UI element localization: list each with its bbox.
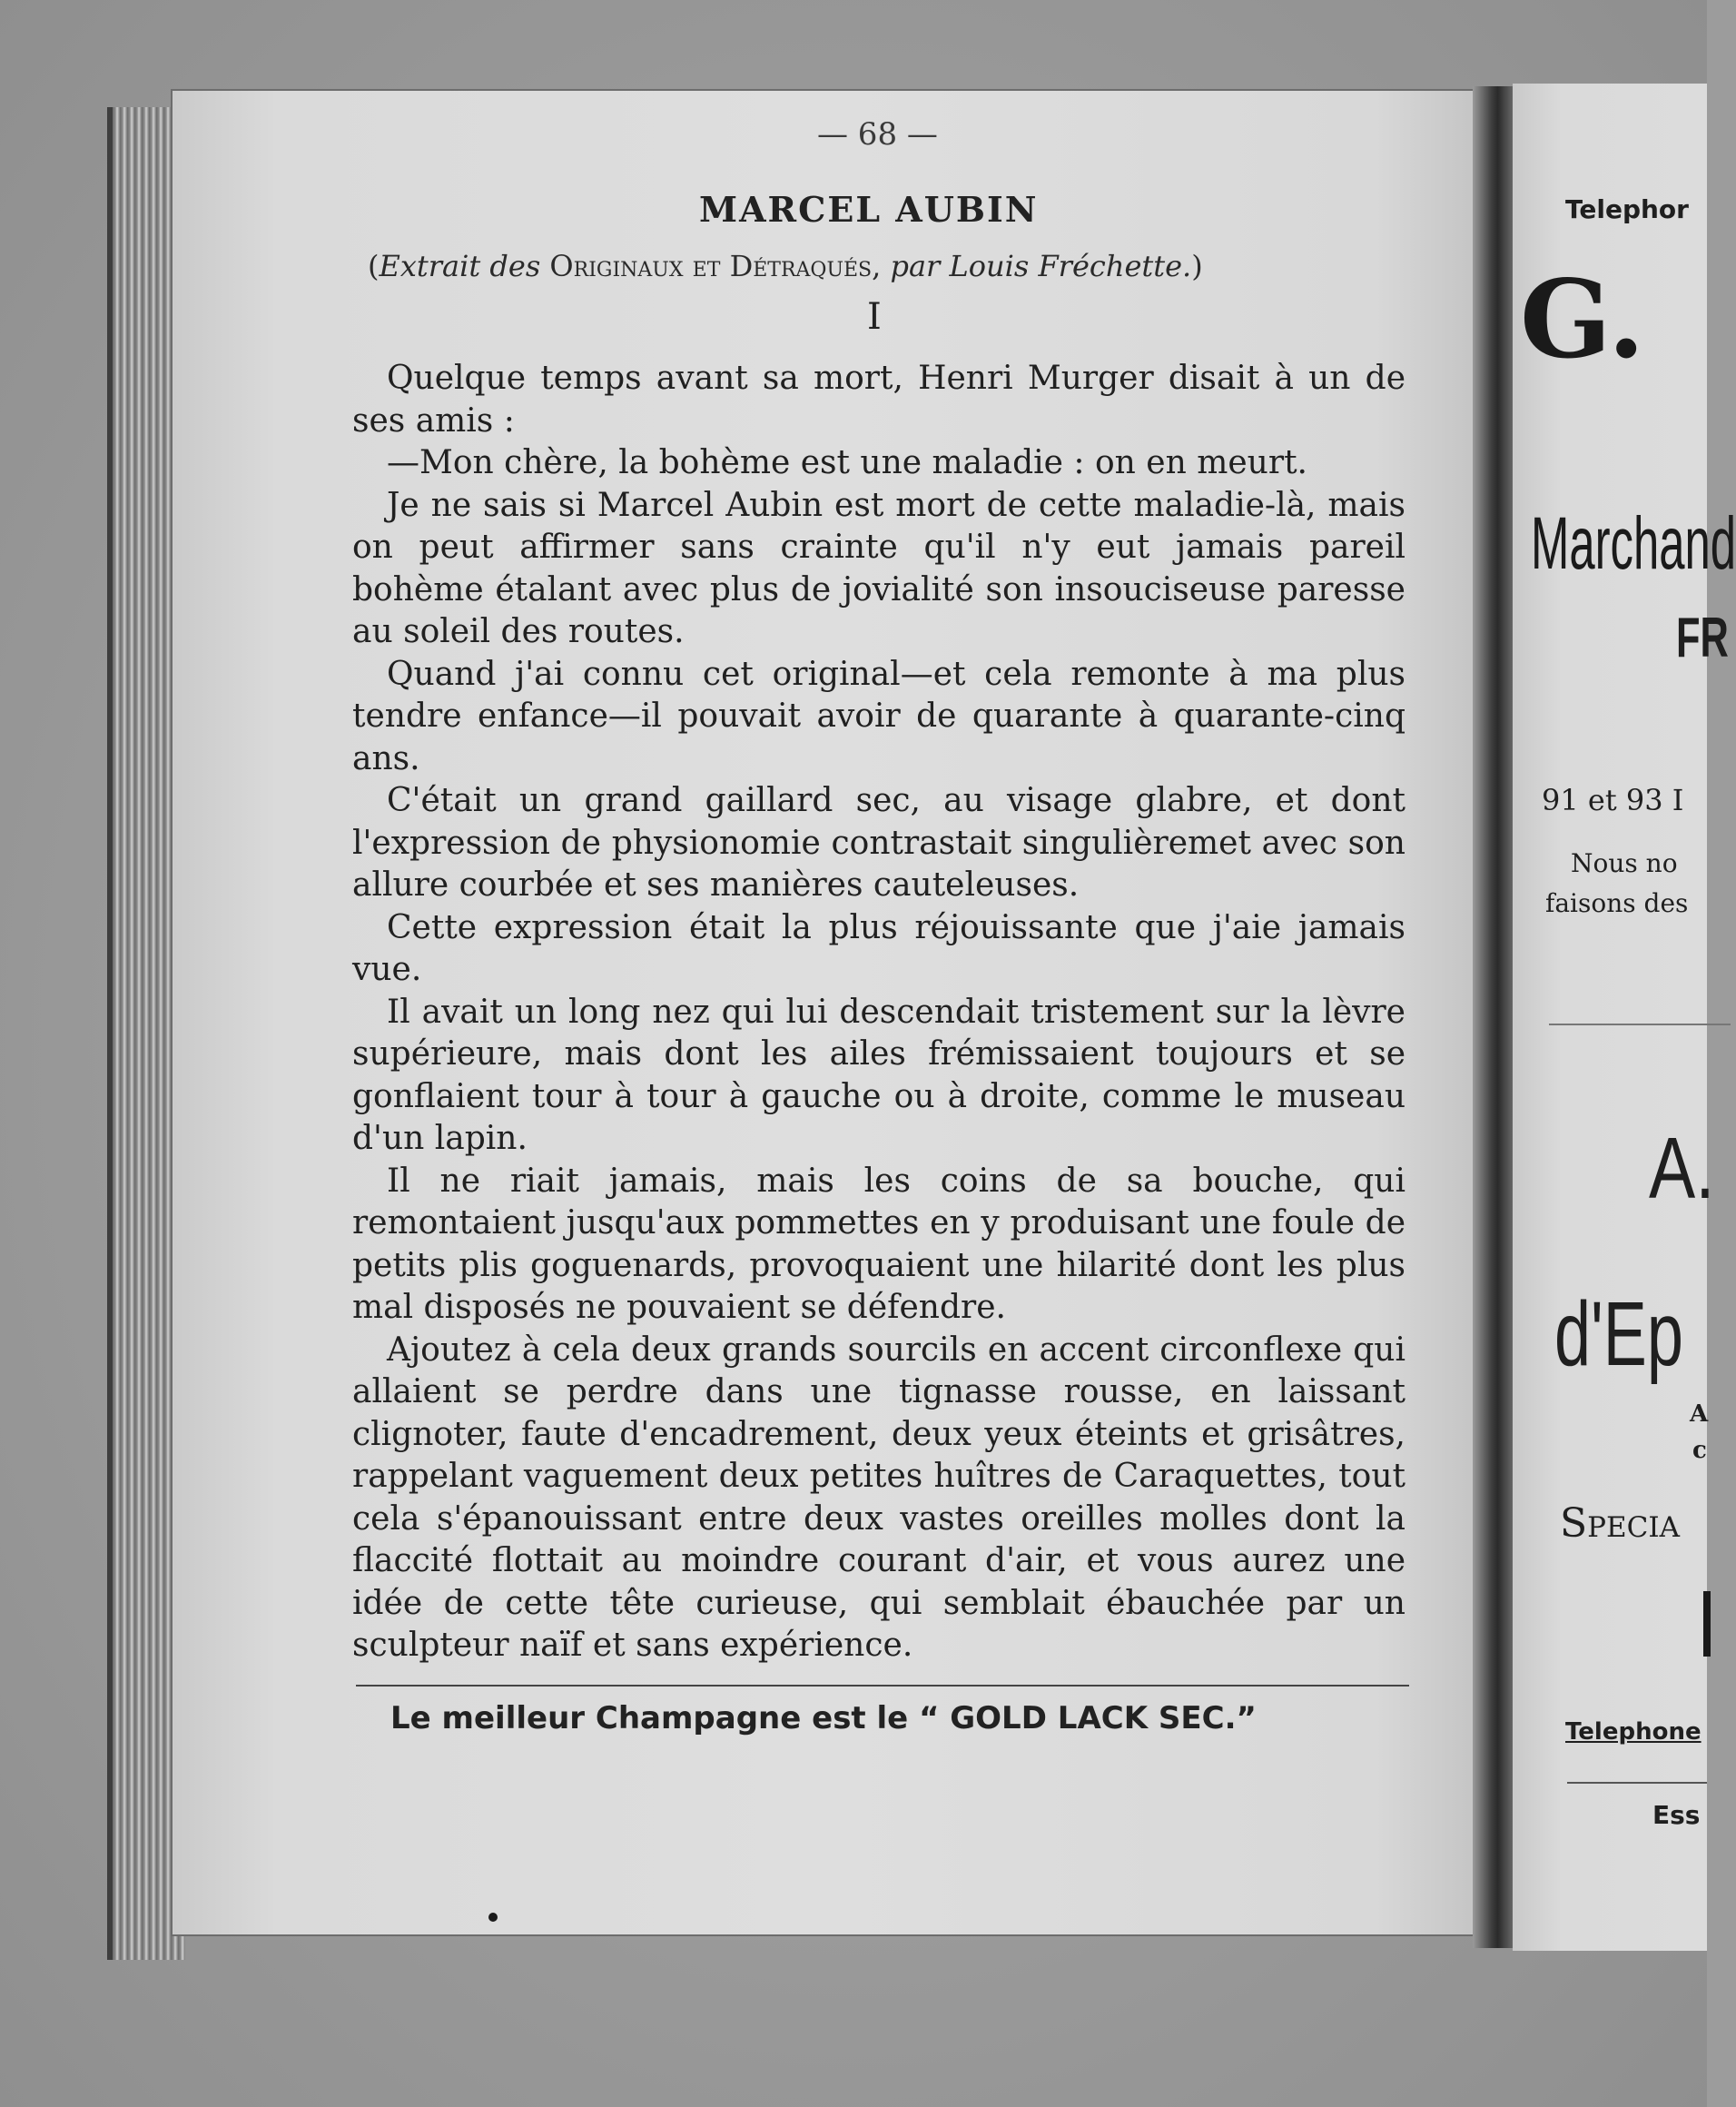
ink-speck	[488, 1913, 498, 1922]
subtitle-author: par Louis Fréchette.	[890, 249, 1192, 283]
paragraph: C'était un grand gaillard sec, au visage glabre, et dont l'expression de physionomie contrastait singulièremet avec son allure courbée et ses manières cauteleuses.	[352, 782, 1406, 904]
right-telephone-bottom: Telephone	[1565, 1718, 1701, 1746]
right-letter-fragment	[1703, 1591, 1711, 1657]
paragraph: Cette expression était la plus réjouissante que j'aie jamais vue.	[352, 908, 1406, 988]
right-logo-letter: G.	[1520, 256, 1645, 382]
right-big-a: A.	[1649, 1120, 1715, 1217]
right-page	[1513, 84, 1736, 1951]
right-address: 91 et 93 I	[1542, 783, 1684, 817]
body-text	[352, 358, 1406, 1667]
paragraph: —Mon chère, la bohème est une maladie : on en meurt.	[387, 444, 1307, 481]
right-dep: d'Ep	[1554, 1283, 1683, 1385]
paragraph: Il ne riait jamais, mais les coins de sa bouche, qui remontaient jusqu'aux pommettes en y produisant une foule de petits plis goguenards, provoquaient une hilarité dont les plus mal disposés ne pouvaient se défendre.	[352, 1162, 1406, 1326]
right-specia: Specia	[1560, 1500, 1680, 1547]
right-small-c: c	[1692, 1437, 1707, 1464]
subtitle-extrait: Extrait des	[379, 249, 541, 283]
paragraph: Il avait un long nez qui lui descendait tristement sur la lèvre supérieure, mais dont les ailes frémissaient toujours et se gonflaient tour à tour à gauche ou à droite, comme le museau d'un lapin.	[352, 993, 1406, 1157]
footer-advertisement: Le meilleur Champagne est le “ GOLD LACK SEC.”	[390, 1700, 1257, 1736]
article-title: MARCEL AUBIN	[699, 189, 1039, 230]
article-subtitle	[368, 249, 1203, 283]
right-faisons: faisons des	[1545, 888, 1689, 918]
page-number: — 68 —	[817, 116, 938, 153]
paragraph: Quelque temps avant sa mort, Henri Murger disait à un de ses amis :	[352, 360, 1406, 440]
book-gutter	[1473, 86, 1514, 1948]
paragraph: Ajoutez à cela deux grands sourcils en accent circonflexe qui allaient se perdre dans une tignasse rousse, en laissant clignoter, faute d'encadrement, deux yeux éteints et grisâtres, rappelant vaguement deux petites huîtres de Caraquettes, tout cela s'épanouissant entre deux vastes oreilles molles dont la flaccité flottait au moindre courant d'air, et vous aurez une idée de cette tête curieuse, qui semblait ébauchée par un sculpteur naïf et sans expérience.	[352, 1330, 1406, 1664]
right-divider	[1549, 1024, 1731, 1025]
right-small-a: A	[1690, 1400, 1709, 1428]
subtitle-open-paren: (	[368, 249, 380, 283]
right-rule	[1567, 1782, 1707, 1784]
right-ess: Ess	[1652, 1800, 1701, 1830]
paragraph: Quand j'ai connu cet original—et cela remonte à ma plus tendre enfance—il pouvait avoir de quarante à quarante-cinq ans.	[352, 655, 1406, 777]
right-marchand: Marchand	[1531, 502, 1736, 585]
right-nous: Nous no	[1571, 848, 1678, 878]
subtitle-close-paren: )	[1191, 249, 1203, 283]
paragraph: Je ne sais si Marcel Aubin est mort de cette maladie-là, mais on peut affirmer sans crainte qu'il n'y eut jamais pareil bohème étalant avec plus de jovialité son insouciseuse paresse au soleil des routes.	[352, 486, 1406, 650]
section-number: I	[867, 296, 882, 338]
footer-rule	[356, 1685, 1409, 1687]
right-telephone-top: Telephor	[1565, 194, 1689, 224]
right-fr: FR	[1676, 607, 1729, 669]
subtitle-work: Originaux et Détraqués,	[549, 249, 882, 283]
